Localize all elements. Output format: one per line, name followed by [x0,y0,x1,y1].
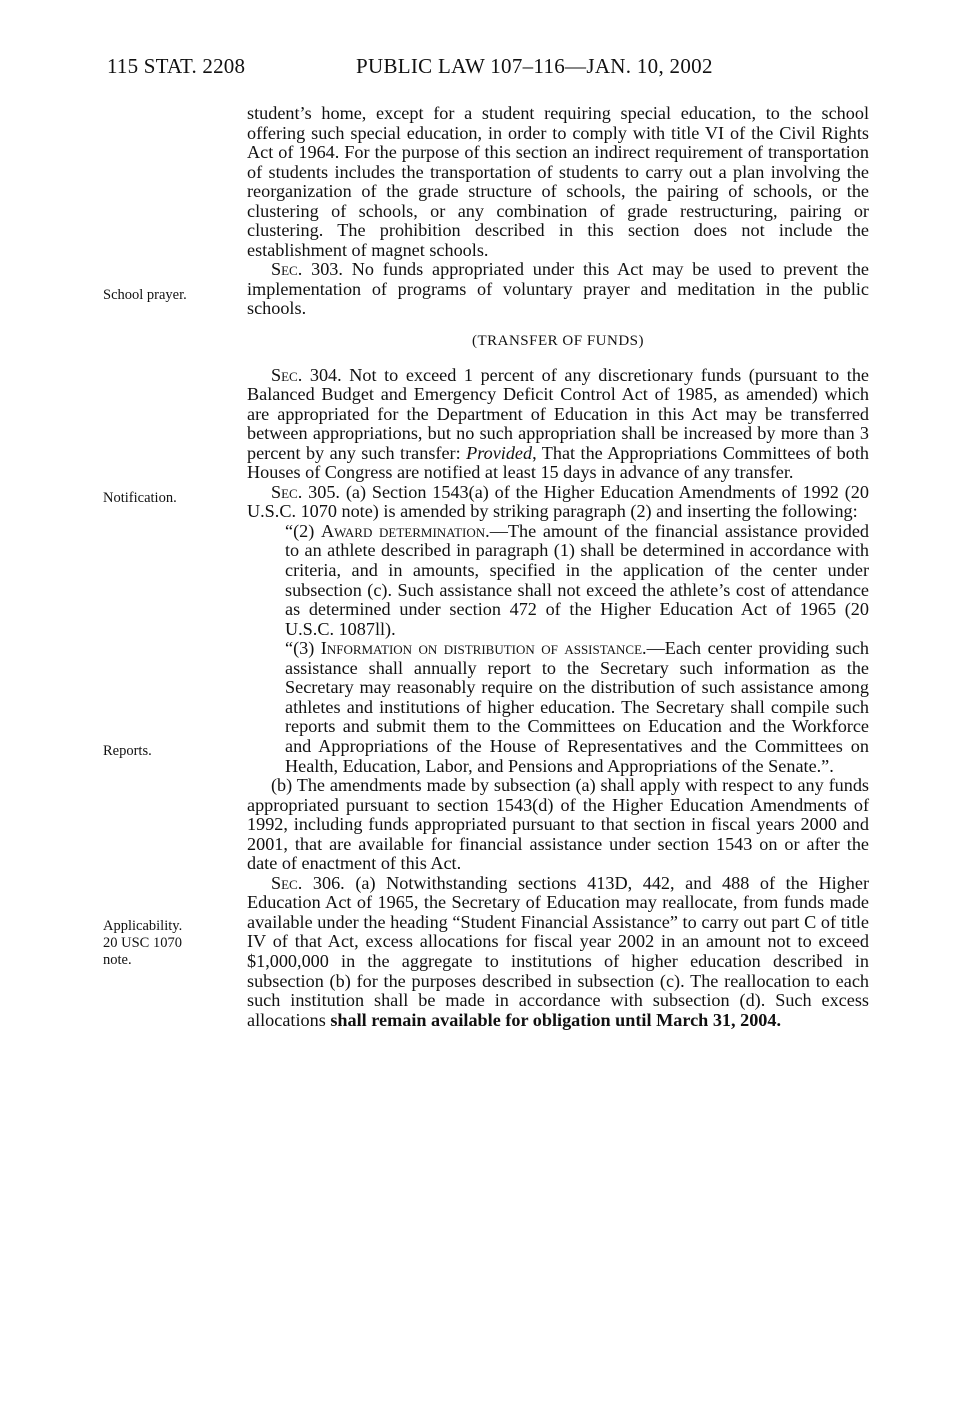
section-304 [247,366,869,483]
sec-306-bold-text: shall remain available for obligation until March 31, 2004. [330,1009,782,1030]
section-306 [247,874,869,1030]
body-text [247,104,869,1030]
paragraph-3-information [247,639,869,776]
para-3-heading: Information on distribution of assistance. [320,638,647,659]
sec-305-text: (a) Section 1543(a) of the Higher Education Amendments of 1992 (20 U.S.C. 1070 note) is amended by striking paragraph (2) and inserting the following: [247,481,869,522]
sec-303-text: No funds appropriated under this Act may be used to prevent the implementation of programs of voluntary prayer and meditation in the public schools. [247,259,870,319]
margin-note-school-prayer: School prayer. [103,287,187,303]
usc-reference: 20 USC 1070 [103,935,182,951]
para-2-text: —The amount of the financial assistance provided to an athlete described in paragraph (1) shall be determined in accordance with criteria, and in amounts, specified in the application of the center under subsection (c). Such assistance shall not exceed the athlete’s cost of attendance as determined under section 472 of the Higher Education Act of 1965 (20 U.S.C. 1087ll). [285,520,869,639]
sec-304-label: Sec. 304. [271,364,342,385]
page-number-header: 115 STAT. 2208 [107,54,246,78]
law-title-header: PUBLIC LAW 107–116—JAN. 10, 2002 [356,54,713,78]
section-305-b: (b) The amendments made by subsection (a) shall apply with respect to any funds appropriated pursuant to section 1543(d) of the Higher Education Amendments of 1992, including funds appropriated pursuant to that section in fiscal years 2000 and 2001, that are available for financial assistance under section 1543 on or after the date of enactment of this Act. [247,775,869,874]
note-label: note. [103,952,132,968]
section-303 [247,260,869,319]
paragraph-continuation: student’s home, except for a student requiring special education, to the school offering such special education, in order to comply with title VI of the Civil Rights Act of 1964. For the purpose of this section an indirect requirement of transportation of students includes the transportation of students to carry out a plan involving the reorganization of the grade structure of schools, the pairing of schools, or the clustering of schools, or any combination of grade restructuring, pairing or clustering. The prohibition described in this section does not include the establishment of magnet schools. [247,103,869,260]
applicability-label: Applicability. [103,918,183,934]
para-3-text: —Each center providing such assistance shall annually report to the Secretary such information as the Secretary may reasonably require on the distribution of such assistance among athletes and institutions of higher education. The Secretary shall compile such reports and submit them to the Committees on Education and the Workforce and Appropriations of the House of Representatives and the Committees on Health, Education, Labor, and Pensions and Appropriations of the Senate.”. [285,638,870,776]
sec-306-text: (a) Notwithstanding sections 413D, 442, and 488 of the Higher Education Act of 1965, the Secretary of Education may reallocate, from funds made available under the heading “Student Financial Assistance” to carry out part C of title IV of that Act, excess allocations for fiscal year 2002 in an amount not to exceed $1,000,000 in the aggregate to institutions of higher education described in subsection (b) for the purposes described in subsection (c). The reallocation to each such institution shall be made in accordance with subsection (d). Such excess allocations [247,872,870,1030]
section-305 [247,483,869,522]
margin-note-notification: Notification. [103,490,177,506]
para-2-number: “(2) [285,520,321,541]
provided-italic: Provided [466,442,533,463]
margin-note-reports: Reports. [103,743,152,759]
transfer-of-funds-heading: (TRANSFER OF FUNDS) [471,333,645,350]
paragraph-2-award-determination [247,522,869,639]
sec-305-label: Sec. 305. [271,481,340,502]
sec-303-label: Sec. 303. [271,259,343,280]
sec-304-text-b: , That the Appropriations Committees of both Houses of Congress are notified at least 15 days in advance of any transfer. [247,442,869,483]
para-2-heading: Award determination. [320,520,490,541]
para-3-number: “(3) [285,638,321,659]
sec-304-text-a: Not to exceed 1 percent of any discretionary funds (pursuant to the Balanced Budget and Emergency Deficit Control Act of 1985, as amended) which are appropriated for the Department of Education in this Act may be transferred between appropriations, but no such appropriation shall be increased by more than 3 percent by any such transfer: [247,364,869,463]
sec-306-label: Sec. 306. [271,872,345,893]
margin-note-applicability [103,918,182,969]
